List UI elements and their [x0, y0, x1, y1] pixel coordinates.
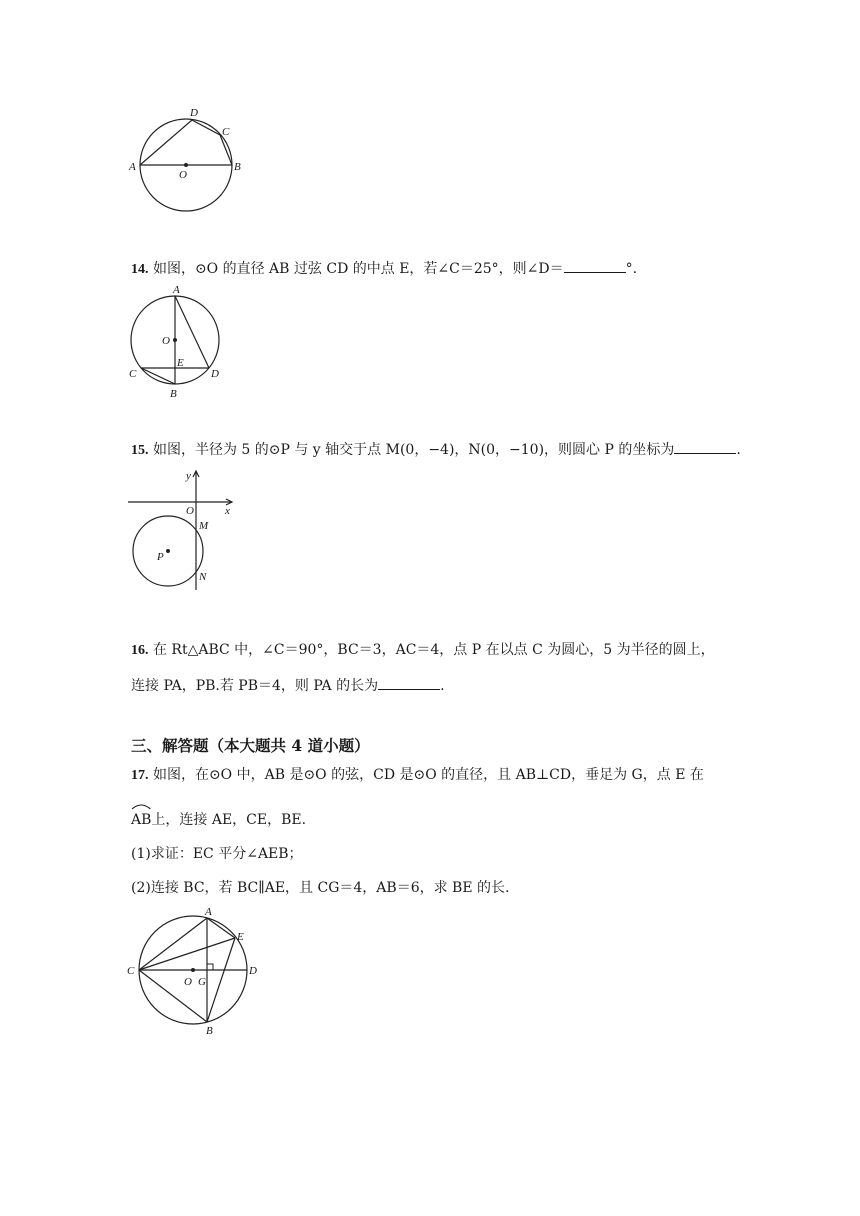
- question-text: 上，连接 AE，CE，BE.: [151, 812, 307, 828]
- label-C: C: [127, 965, 135, 977]
- part-2-text: (2)连接 BC，若 BC∥AE，且 CG＝4，AB＝6，求 BE 的长.: [131, 880, 510, 896]
- chord-CB: [141, 368, 175, 384]
- label-O: O: [162, 335, 170, 347]
- question-text: 连接 PA，PB.若 PB＝4，则 PA 的长为: [131, 678, 379, 694]
- chord-DC: [192, 120, 220, 135]
- question-17-part-2: [131, 878, 509, 898]
- question-text-end: °.: [625, 261, 638, 277]
- label-E: E: [237, 931, 244, 943]
- segment-AE: [207, 918, 235, 938]
- label-A: A: [129, 161, 136, 173]
- figure-17-circle-diagram: [124, 905, 269, 1040]
- label-O: O: [184, 976, 192, 988]
- label-O: O: [186, 505, 194, 517]
- answer-blank[interactable]: [378, 675, 440, 690]
- label-P: P: [157, 551, 164, 563]
- label-E: E: [177, 357, 184, 369]
- label-B: B: [206, 1025, 213, 1037]
- question-15: [131, 439, 741, 461]
- arc-label: AB: [131, 812, 152, 828]
- label-A: A: [205, 906, 212, 918]
- label-A: A: [173, 284, 180, 296]
- question-16-line-1: [131, 640, 715, 661]
- figure-15-coordinate-diagram: [124, 465, 244, 595]
- question-number: 16.: [131, 643, 149, 658]
- label-B: B: [234, 161, 241, 173]
- chord-AD: [140, 120, 192, 165]
- figure-14-circle-diagram: [122, 280, 232, 402]
- question-17-line-2: [131, 810, 306, 830]
- question-number: 15.: [131, 443, 149, 458]
- chord-CB: [220, 135, 232, 165]
- part-1-text: (1)求证：EC 平分∠AEB；: [131, 846, 303, 862]
- segment-CA: [139, 918, 207, 970]
- label-B: B: [170, 388, 177, 400]
- center-P: [166, 549, 170, 553]
- question-17-part-1: [131, 844, 303, 864]
- label-C: C: [129, 368, 137, 380]
- label-O: O: [179, 169, 187, 181]
- label-y: y: [186, 470, 191, 482]
- label-D: D: [249, 965, 257, 977]
- figure-13-circle-diagram: [122, 100, 252, 220]
- segment-CB: [139, 970, 207, 1022]
- label-N: N: [199, 571, 207, 583]
- center-point: [173, 338, 177, 342]
- question-text-end: .: [440, 678, 445, 694]
- label-C: C: [222, 126, 230, 138]
- question-17-line-1: [131, 765, 704, 786]
- question-number: 14.: [131, 262, 149, 277]
- answer-blank[interactable]: [564, 258, 626, 273]
- label-D: D: [211, 368, 219, 380]
- center-point: [184, 163, 188, 167]
- center-point: [191, 968, 195, 972]
- question-text: 如图，⊙O 的直径 AB 过弦 CD 的中点 E，若∠C＝25°，则∠D＝: [148, 261, 564, 277]
- arc-AB: [131, 810, 151, 830]
- question-14: [131, 258, 637, 280]
- question-text: 如图，半径为 5 的⊙P 与 y 轴交于点 M(0，−4)，N(0，−10)，则圆心 P 的坐标为: [148, 442, 675, 458]
- label-G: G: [198, 976, 206, 988]
- answer-blank[interactable]: [674, 439, 736, 454]
- label-M: M: [199, 520, 209, 532]
- question-number: 17.: [131, 768, 149, 783]
- label-x: x: [225, 505, 230, 517]
- arc-symbol: [131, 802, 151, 810]
- segment-CE: [139, 938, 235, 970]
- question-text: 在 Rt△ABC 中，∠C＝90°，BC＝3，AC＝4，点 P 在以点 C 为圆心，5 为半径的圆上，: [148, 642, 715, 658]
- question-text: 如图，在⊙O 中，AB 是⊙O 的弦，CD 是⊙O 的直径，且 AB⊥CD，垂足为 G，点 E 在: [148, 767, 704, 783]
- label-D: D: [190, 107, 198, 119]
- right-angle-mark: [207, 964, 213, 970]
- section-heading: 三、解答题（本大题共 4 道小题）: [131, 736, 370, 755]
- segment-BE: [207, 938, 235, 1022]
- question-16-line-2: [131, 675, 445, 696]
- question-text-end: .: [736, 442, 741, 458]
